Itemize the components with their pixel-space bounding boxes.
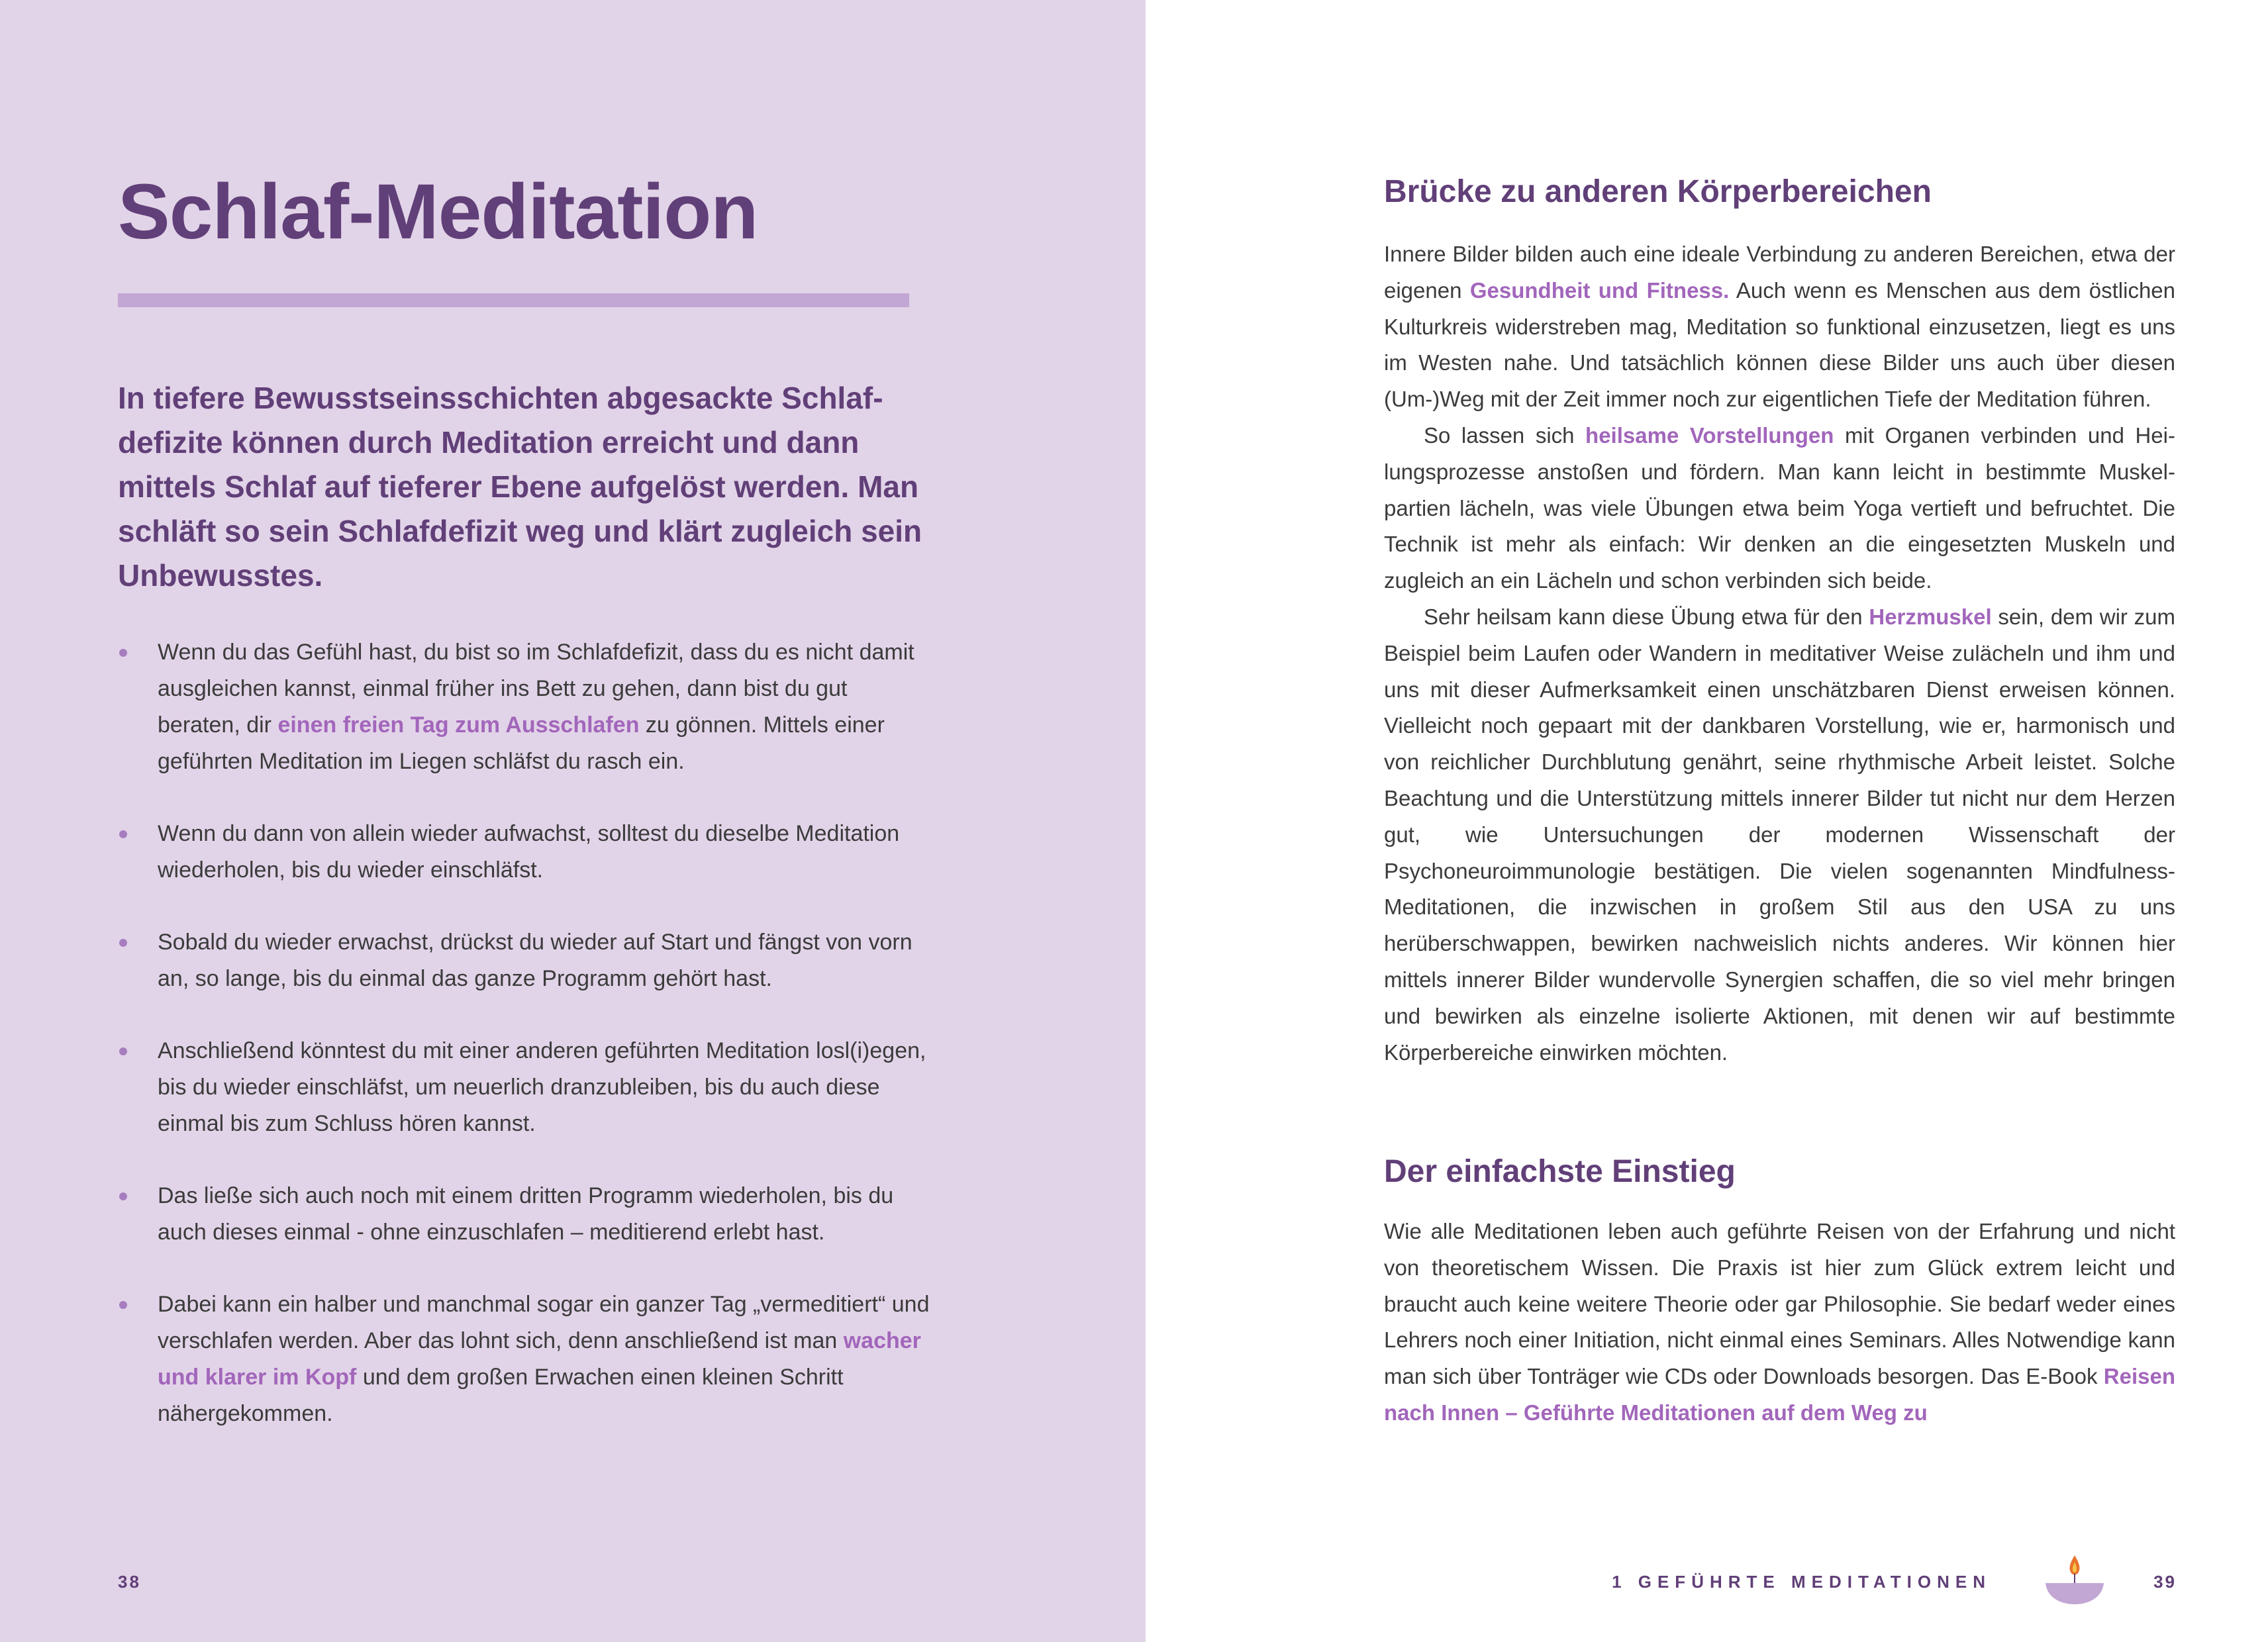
bullet-dot-icon (119, 649, 127, 657)
list-item (118, 1033, 932, 1142)
paragraph: Innere Bilder bilden auch eine ideale Verbindung zu anderen Bereichen, etwa der eigenen Gesundheit und Fitness. Auch wenn es Menschen aus dem östlichen Kulturkreis widerstreben mag, Meditation so funktional einzusetzen, liegt es uns im Westen nahe. Und tatsächlich können diese Bilder uns auch über diesen (Um-)Weg mit der Zeit immer noch zur eigentlichen Tiefe der Meditation führen. (1384, 242, 2176, 412)
bullet-text: zu gönnen. Mittels einer geführten Meditation im Liegen schläfst du rasch ein. (158, 712, 885, 774)
bullet-text: Anschließend könntest du mit einer anderen geführten Meditation losl(i)egen, bis du wieder einschläfst, um neuerlich dranzubleiben, bis du auch diese einmal bis zum Schluss hören kannst. (158, 1038, 926, 1136)
bullet-dot-icon (119, 1192, 127, 1200)
bullet-list (118, 634, 932, 1468)
section-heading-bruecke: Brücke zu anderen Körperbereichen (1384, 174, 1932, 209)
list-item (118, 924, 932, 997)
bullet-text: Wenn du das Gefühl hast, du bist so im Schlafdefizit, dass du es nicht damit ausgleichen kannst, einmal früher ins Bett zu gehen, dann bist du gut beraten, dir (158, 640, 914, 738)
running-head: 1 GEFÜHRTE MEDITATIONEN (1612, 1572, 1991, 1592)
page-title: Schlaf-Meditation (118, 168, 758, 256)
bullet-dot-icon (119, 1047, 127, 1055)
bullet-text: Wenn du dann von allein wieder aufwachst, solltest du dieselbe Meditation wiederholen, bis du wieder einschläfst. (158, 821, 900, 883)
paragraph: Sehr heilsam kann diese Übung etwa für den Herzmuskel sein, dem wir zum Beispiel beim Laufen oder Wandern in meditativer Weise zulächeln und ihm und uns mit dieser Aufmerksamkeit einen unschätzbaren Dienst erweisen können. Vielleicht noch gepaart mit der dankbaren Vorstellung, wie er, harmonisch und von reichlicher Durchblutung genährt, seine rhythmische Arbeit leistet. Solche Beachtung und die Unterstützung mittels innerer Bilder tut nicht nur dem Herzen gut, wie Untersuchungen der modernen Wissenschaft der Psychoneuroimmunologie bestätigen. Die vielen sogenannten Mindfulness-Meditationen, die inzwischen in großem Stil aus den USA zu uns herüberschwappen, bewirken nachweislich nichts anderes. Wir können hier mittels innerer Bilder wundervolle Synergien schaffen, die so viel mehr bringen und bewirken als einzelne isolierte Aktionen, mit denen wir auf bestimmte Körperbereiche einwirken möchten. (1384, 604, 2176, 1065)
lead-paragraph: In tiefere Bewusstseinsschichten abgesackte Schlafdefizite können durch Meditation erreicht und dann mittels Schlaf auf tieferer Ebene aufgelöst werden. Man schläft so sein Schlafdefizit weg und klärt zugleich sein Unbewusstes. (118, 381, 922, 593)
inline-highlight: Gesundheit und Fitness. (1469, 277, 1730, 303)
bullet-dot-icon (119, 830, 127, 838)
bullet-highlight: einen freien Tag zum Ausschlafen (277, 712, 640, 738)
section-heading-einstieg: Der einfachste Einstieg (1384, 1154, 1736, 1189)
list-item (118, 816, 932, 889)
list-item (118, 1286, 932, 1432)
candle-icon (2043, 1553, 2106, 1607)
bullet-text: Dabei kann ein halber und manchmal sogar ein ganzer Tag „vermeditiert“ und verschlafen werden. Aber das lohnt sich, denn anschließend ist man (158, 1292, 930, 1353)
inline-highlight: heilsame Vorstellungen (1585, 422, 1834, 448)
list-item (118, 1178, 932, 1251)
list-item (118, 634, 932, 780)
page-number-right: 39 (2153, 1572, 2177, 1592)
inline-highlight: Reisen nach Innen – Geführte Meditationen auf dem Weg zu (1384, 1364, 2175, 1425)
section-body-bruecke (1384, 236, 2175, 1071)
inline-highlight: Herzmuskel (1869, 604, 1992, 629)
bullet-dot-icon (119, 939, 127, 947)
bullet-text: und dem großen Erwachen einen kleinen Schritt nähergekommen. (158, 1365, 844, 1426)
paragraph: Wie alle Meditationen leben auch geführte Reisen von der Erfahrung und nicht von theoretischem Wissen. Die Praxis ist hier zum Glück extrem leicht und braucht auch keine weitere Theorie oder gar Philosophie. Sie bedarf weder eines Lehrers noch einer Initiation, nicht einmal eines Seminars. Alles Notwendige kann man sich über Tonträger wie CDs oder Downloads besorgen. Das E-Book Reisen nach Innen – Geführte Meditationen auf dem Weg zu (1384, 1219, 2175, 1425)
bullet-dot-icon (119, 1301, 127, 1309)
bullet-highlight: wacher und klarer im Kopf (158, 1328, 921, 1390)
paragraph: So lassen sich heilsame Vorstellungen mit Organen verbinden und Heilungsprozesse anstoßen und fördern. Man kann leicht in bestimmte Muskelpartien lächeln, was viele Übungen etwa beim Yoga vertieft und befruchtet. Die Technik ist mehr als einfach: Wir denken an die eingesetzten Muskeln und zugleich an ein Lächeln und schon verbinden sich beide. (1384, 422, 2175, 593)
bullet-text: Sobald du wieder erwachst, drückst du wieder auf Start und fängst von vorn an, so lange, bis du einmal das ganze Programm gehört hast. (158, 930, 912, 991)
title-rule (118, 293, 909, 307)
page-number-left: 38 (118, 1572, 141, 1592)
bullet-text: Das ließe sich auch noch mit einem dritten Programm wiederholen, bis du auch dieses einmal - ohne einzuschlafen – meditierend erlebt hast. (158, 1183, 894, 1245)
section-body-einstieg (1384, 1214, 2175, 1431)
